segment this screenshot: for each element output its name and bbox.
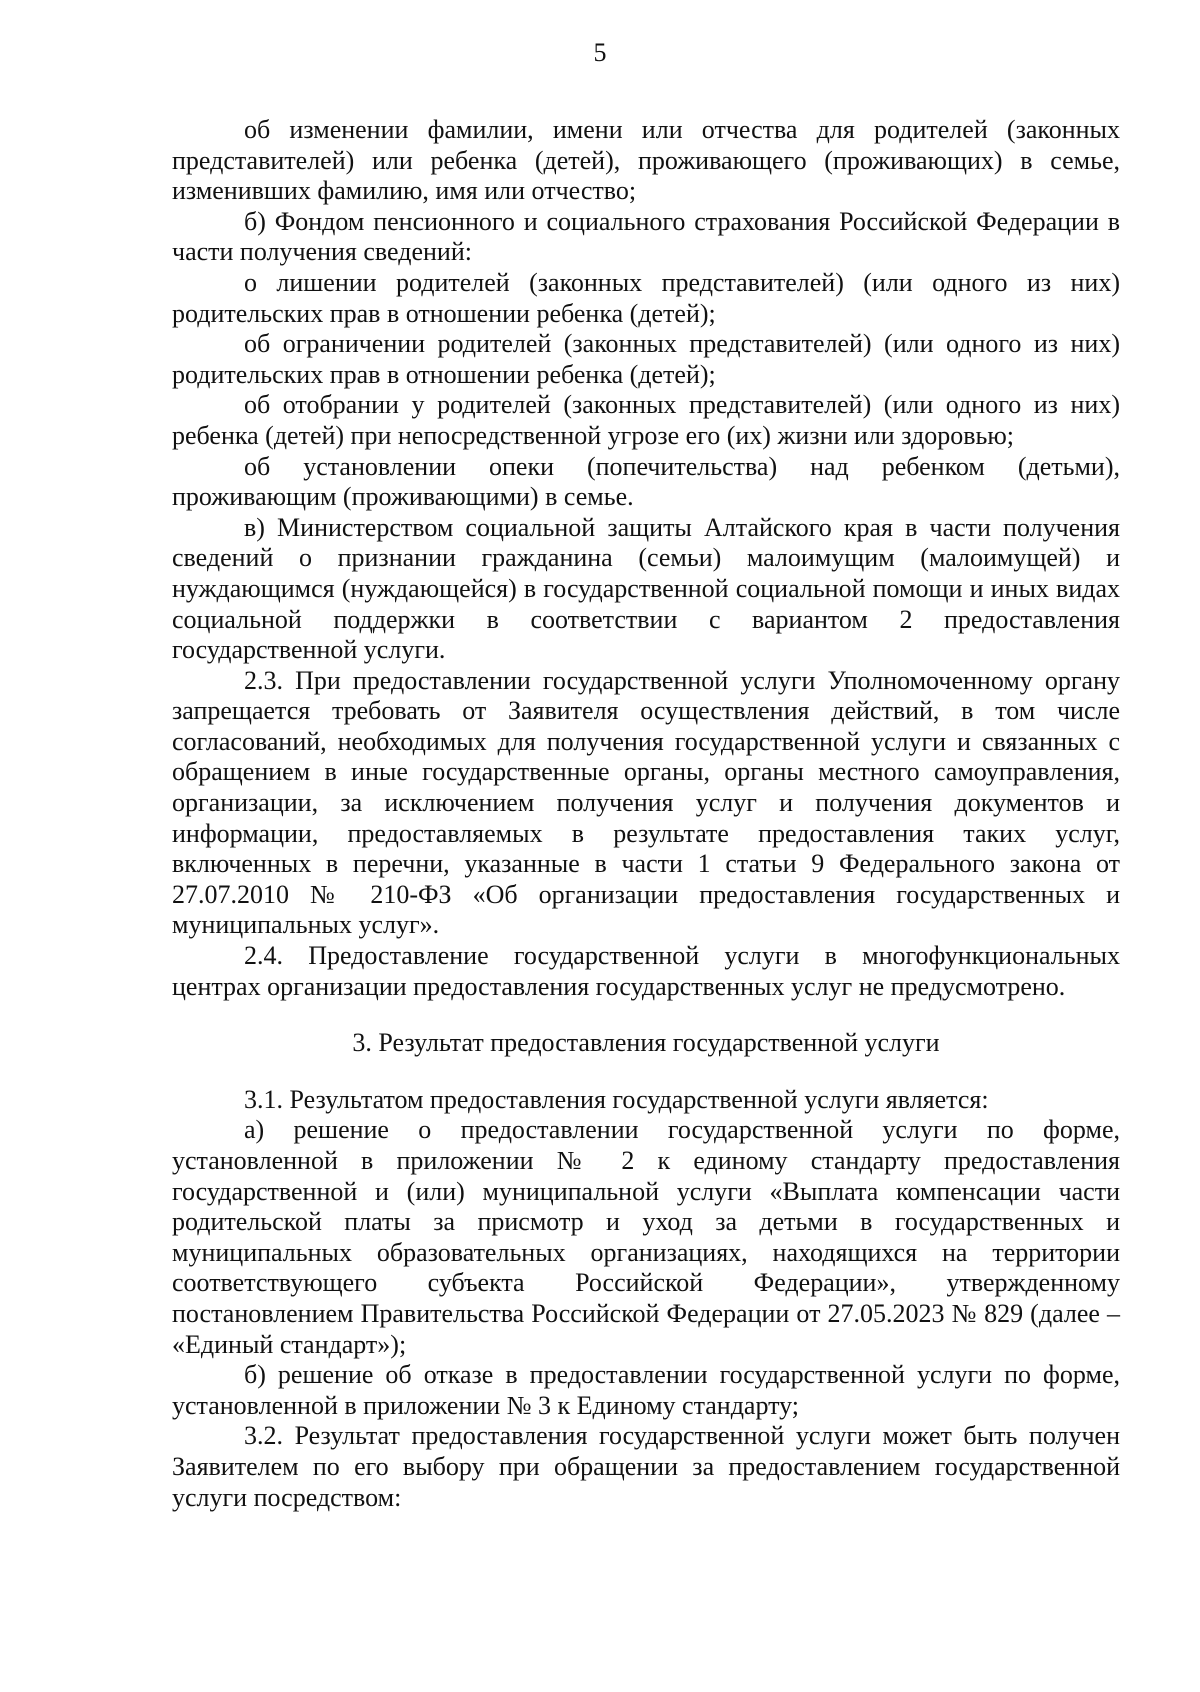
paragraph: в) Министерством социальной защиты Алтайского края в части получения сведений о признании гражданина (семьи) малоимущим (малоимущей) и нуждающимся (нуждающейся) в государственной социальной помощи и иных видах социальной поддержки в соответствии с вариантом 2 предоставления государственной услуги. — [172, 512, 1120, 665]
paragraph: об установлении опеки (попечительства) над ребенком (детьми), проживающим (проживающими) в семье. — [172, 451, 1120, 512]
page-number: 5 — [593, 38, 607, 67]
paragraph: об изменении фамилии, имени или отчества для родителей (законных представителей) или ребенка (детей), проживающего (проживающих) в семье, изменивших фамилию, имя или отчество; — [172, 115, 1120, 206]
document-body — [172, 115, 1120, 1513]
paragraph: 3.2. Результат предоставления государственной услуги может быть получен Заявителем по его выбору при обращении за предоставлением государственной услуги посредством: — [172, 1421, 1120, 1512]
paragraph: 2.3. При предоставлении государственной услуги Уполномоченному органу запрещается требовать от Заявителя осуществления действий, в том числе согласований, необходимых для получения государственной услуги и связанных с обращением в иные государственные органы, органы местного самоуправления, организации, за исключением получения услуг и получения документов и информации, предоставляемых в результате предоставления таких услуг, включенных в перечни, указанные в части 1 статьи 9 Федерального закона от 27.07.2010 № 210-ФЗ «Об организации предоставления государственных и муниципальных услуг». — [172, 665, 1120, 940]
paragraph: об отобрании у родителей (законных представителей) (или одного из них) ребенка (детей) при непосредственной угрозе его (их) жизни или здоровью; — [172, 390, 1120, 450]
paragraph: а) решение о предоставлении государственной услуги по форме, установленной в приложении № 2 к единому стандарту предоставления государственной и (или) муниципальной услуги «Выплата компенсации части родительской платы за присмотр и уход за детьми в государственных и муниципальных образовательных организациях, находящихся на территории соответствующего субъекта Российской Федерации», утвержденному постановлением Правительства Российской Федерации от 27.05.2023 № 829 (далее – «Единый стандарт»); — [172, 1115, 1120, 1359]
paragraph: 2.4. Предоставление государственной услуги в многофункциональных центрах организации предоставления государственных услуг не предусмотрено. — [172, 941, 1120, 1001]
section-heading: 3. Результат предоставления государственной услуги — [352, 1028, 940, 1058]
paragraph: 3.1. Результатом предоставления государственной услуги является: — [244, 1084, 989, 1114]
paragraph: о лишении родителей (законных представителей) (или одного из них) родительских прав в отношении ребенка (детей); — [172, 267, 1120, 328]
paragraph: б) Фондом пенсионного и социального страхования Российской Федерации в части получения сведений: — [172, 206, 1120, 267]
paragraph: об ограничении родителей (законных представителей) (или одного из них) родительских прав в отношении ребенка (детей); — [172, 329, 1120, 389]
paragraph: б) решение об отказе в предоставлении государственной услуги по форме, установленной в приложении № 3 к Единому стандарту; — [172, 1360, 1120, 1420]
